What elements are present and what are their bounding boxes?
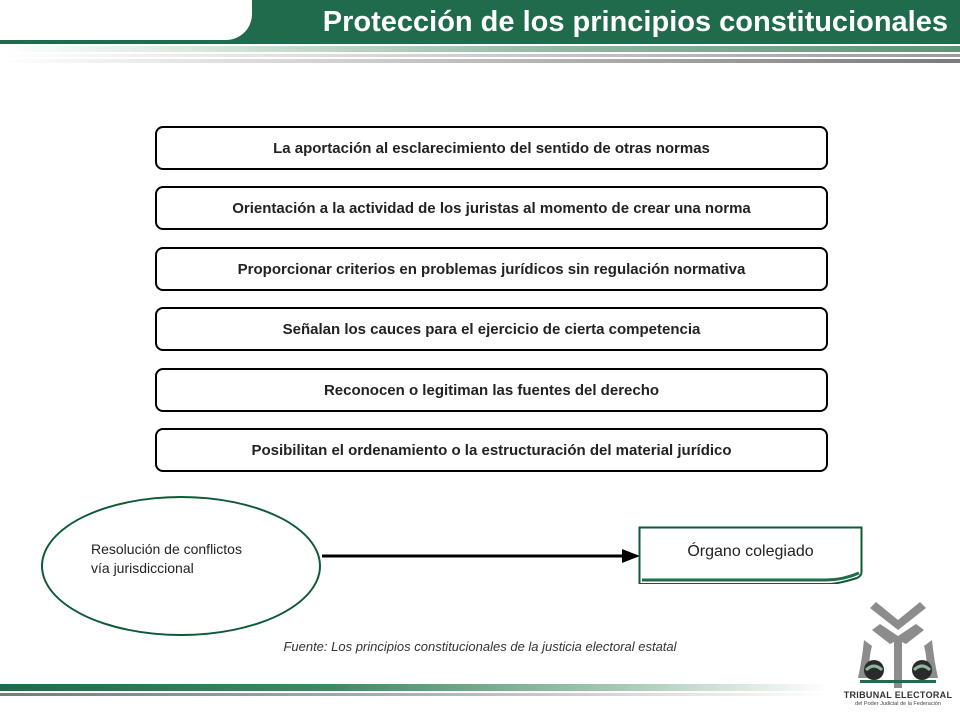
target-label: Órgano colegiado [687,543,814,560]
footer-stripes [0,684,830,704]
function-box-2: Orientación a la actividad de los juristas al momento de crear una norma [155,186,828,230]
page-title: Protección de los principios constitucionales [322,6,948,38]
function-box-3: Proporcionar criterios en problemas jurídicos sin regulación normativa [155,247,828,291]
source-note-text: Fuente: Los principios constitucionales de la justicia electoral estatal [283,639,677,654]
source-label-line2: vía jurisdiccional [91,560,194,576]
logo-subcaption: del Poder Judicial de la Federación [855,701,941,707]
function-box-5: Reconocen o legitiman las fuentes del derecho [155,368,828,412]
header-stripes [0,46,960,64]
title-bar [0,0,960,44]
source-label-line1: Resolución de conflictos [91,541,242,557]
function-box-6: Posibilitan el ordenamiento o la estructuración del material jurídico [155,428,828,472]
logo-caption: TRIBUNAL ELECTORAL [843,690,953,700]
flow-arrow [322,548,642,564]
function-box-4: Señalan los cauces para el ejercicio de cierta competencia [155,307,828,351]
title-bar-notch [0,0,252,40]
source-note [0,639,960,654]
function-box-1: La aportación al esclarecimiento del sentido de otras normas [155,126,828,170]
source-label [91,540,242,578]
